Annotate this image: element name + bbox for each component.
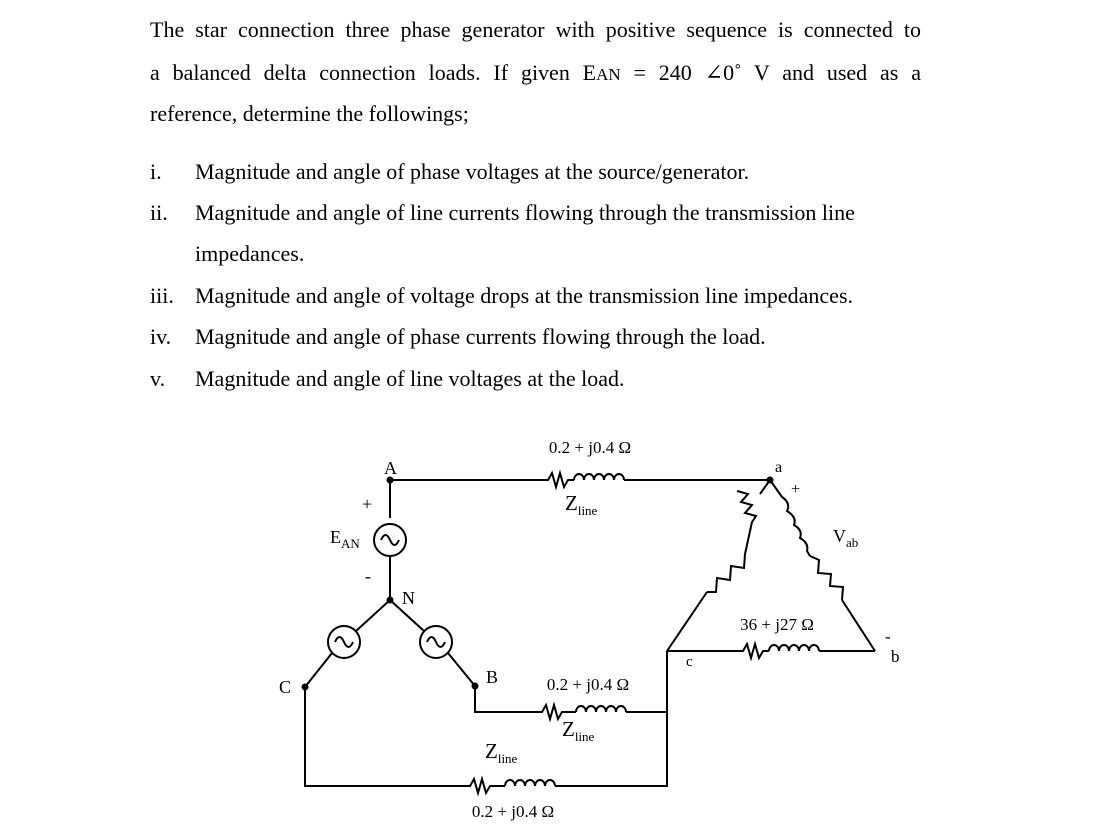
delta-ca-inductor (737, 491, 756, 522)
vab-label (833, 526, 858, 550)
item-3-text: Magnitude and angle of voltage drops at the transmission line impedances. (195, 283, 854, 308)
node-C-label: C (279, 677, 292, 697)
wire-line-a (390, 473, 574, 487)
zline-bottom-label-z: Z (485, 739, 498, 763)
node-B-label: B (486, 667, 499, 687)
vab-label-sub: ab (846, 535, 859, 550)
problem-line-2-a: a balanced delta connection loads. If given E (150, 60, 597, 85)
delta-ca-wire-2 (745, 522, 752, 554)
item-5-text: Magnitude and angle of line voltages at the load. (195, 366, 625, 391)
node-c-label: c (686, 654, 693, 670)
delta-ab-resistor (810, 556, 843, 600)
item-4-text: Magnitude and angle of phase currents flowing through the load. (195, 324, 766, 349)
delta-ab-inductor (782, 497, 810, 556)
problem-line-3: reference, determine the followings; (150, 101, 469, 126)
node-N-dot (387, 597, 394, 604)
item-2-number: ii. (150, 200, 168, 225)
zline-top-value: 0.2 + j0.4 Ω (548, 438, 632, 457)
wire-source-c (305, 653, 332, 687)
problem-line-1: The star connection three phase generator with positive sequence is connected to (150, 17, 921, 42)
delta-ab-wire-2 (842, 600, 875, 651)
item-5-number: v. (150, 366, 166, 391)
delta-ca-resistor (707, 554, 745, 592)
item-2-text: Magnitude and angle of line currents flowing through the transmission line (195, 200, 855, 225)
zline-bottom-value: 0.2 + j0.4 Ω (471, 802, 555, 821)
source-label (330, 527, 360, 551)
source-a-sine (381, 535, 399, 545)
source-plus: + (362, 494, 373, 514)
delta-bc-resistor (667, 644, 769, 658)
item-3-number: iii. (150, 283, 174, 308)
problem-line-2-sub: AN (596, 65, 621, 84)
zline-top-label (565, 491, 598, 518)
wire-source-b (448, 653, 475, 686)
node-a-dot (767, 477, 774, 484)
zline-mid-value: 0.2 + j0.4 Ω (546, 675, 630, 694)
problem-line-2-b: = 240 ∠0˚ V and used as a (620, 60, 921, 85)
node-C-dot (302, 684, 309, 691)
source-label-sub: AN (341, 536, 360, 551)
wire-neutral-c (356, 600, 390, 631)
zline-a-inductor (574, 474, 624, 480)
zline-mid-label (562, 717, 595, 744)
delta-bc-inductor (769, 645, 819, 651)
node-N-label: N (402, 588, 415, 608)
vab-plus: + (791, 481, 801, 498)
node-B-dot (472, 683, 479, 690)
zline-c-inductor (505, 780, 555, 786)
item-1-number: i. (150, 159, 162, 184)
source-minus: - (365, 566, 371, 586)
node-b-label: b (891, 647, 900, 666)
node-A-label: A (384, 458, 397, 478)
zline-top-label-sub: line (577, 503, 598, 518)
load-impedance-value: 36 + j27 Ω (740, 615, 814, 634)
item-1-text: Magnitude and angle of phase voltages at the source/generator. (195, 159, 750, 184)
item-2-text-continued: impedances. (195, 241, 305, 266)
zline-mid-label-z: Z (562, 717, 575, 741)
delta-ca-wire-1 (667, 592, 707, 651)
source-b-sine (427, 637, 445, 647)
zline-b-inductor (576, 706, 626, 712)
source-c-sine (335, 637, 353, 647)
vab-label-v: V (833, 526, 846, 546)
node-a-label: a (775, 459, 783, 476)
vab-minus: - (885, 627, 891, 646)
zline-top-label-z: Z (565, 491, 578, 515)
source-label-e: E (330, 527, 341, 547)
zline-mid-label-sub: line (574, 729, 595, 744)
zline-bottom-label (485, 739, 518, 766)
item-4-number: iv. (150, 324, 172, 349)
wire-line-b-end (626, 651, 667, 712)
zline-bottom-label-sub: line (497, 751, 518, 766)
